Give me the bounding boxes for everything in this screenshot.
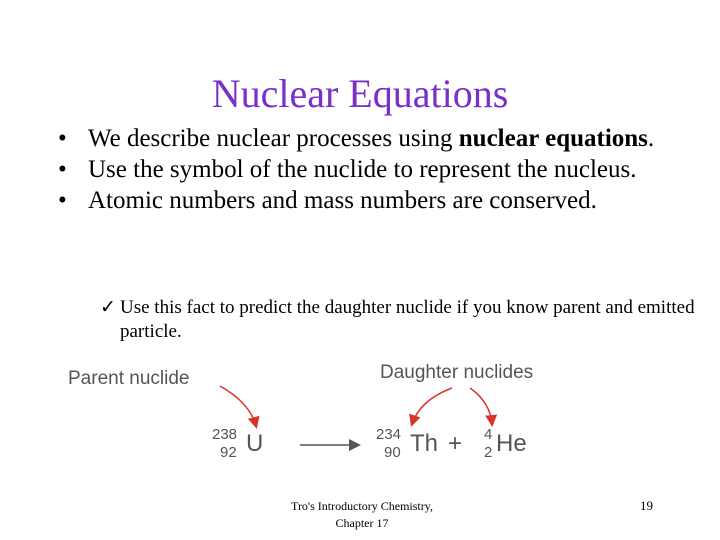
element-symbol: He — [496, 430, 527, 457]
mass-number: 234 — [376, 426, 402, 443]
daughter-nuclides-label: Daughter nuclides — [380, 362, 534, 383]
sub-bullet — [100, 296, 700, 344]
atomic-number: 90 — [384, 444, 401, 461]
bullet-marker: • — [58, 187, 67, 214]
daughter-arrow-left — [412, 388, 452, 424]
footer-line-2: Chapter 17 — [335, 516, 389, 530]
bullet-item — [58, 124, 678, 153]
plus-sign: + — [448, 430, 463, 457]
mass-number: 238 — [212, 426, 238, 443]
element-symbol: Th — [410, 430, 439, 457]
bullet-marker: • — [58, 156, 67, 183]
slide-footer — [262, 498, 462, 532]
bullet-marker: • — [58, 125, 67, 152]
daughter-arrow-right — [470, 388, 492, 424]
bullet-item — [58, 186, 678, 215]
footer-line-1: Tro's Introductory Chemistry, — [291, 499, 433, 513]
parent-arrow — [220, 386, 256, 426]
bullet-text: Use the symbol of the nuclide to represent the nucleus. — [88, 156, 637, 183]
page-number: 19 — [640, 498, 653, 513]
atomic-number: 2 — [484, 444, 493, 461]
bullet-bold-text: nuclear equations — [458, 125, 648, 152]
bullet-item — [58, 155, 678, 184]
sub-bullet-text: Use this fact to predict the daughter nuclide if you know parent and emitted particle. — [120, 297, 695, 342]
mass-number: 4 — [484, 426, 493, 443]
parent-nuclide-label: Parent nuclide — [68, 368, 190, 389]
bullet-list — [58, 124, 678, 217]
atomic-number: 92 — [220, 444, 237, 461]
slide-title: Nuclear Equations — [211, 71, 509, 116]
bullet-text: Atomic numbers and mass numbers are conserved. — [88, 187, 597, 214]
element-symbol: U — [246, 430, 264, 457]
checkmark-icon: ✓ — [100, 297, 116, 318]
bullet-text-end: . — [647, 125, 655, 152]
bullet-text: We describe nuclear processes using — [88, 125, 459, 152]
nuclear-equation-figure — [60, 358, 580, 478]
